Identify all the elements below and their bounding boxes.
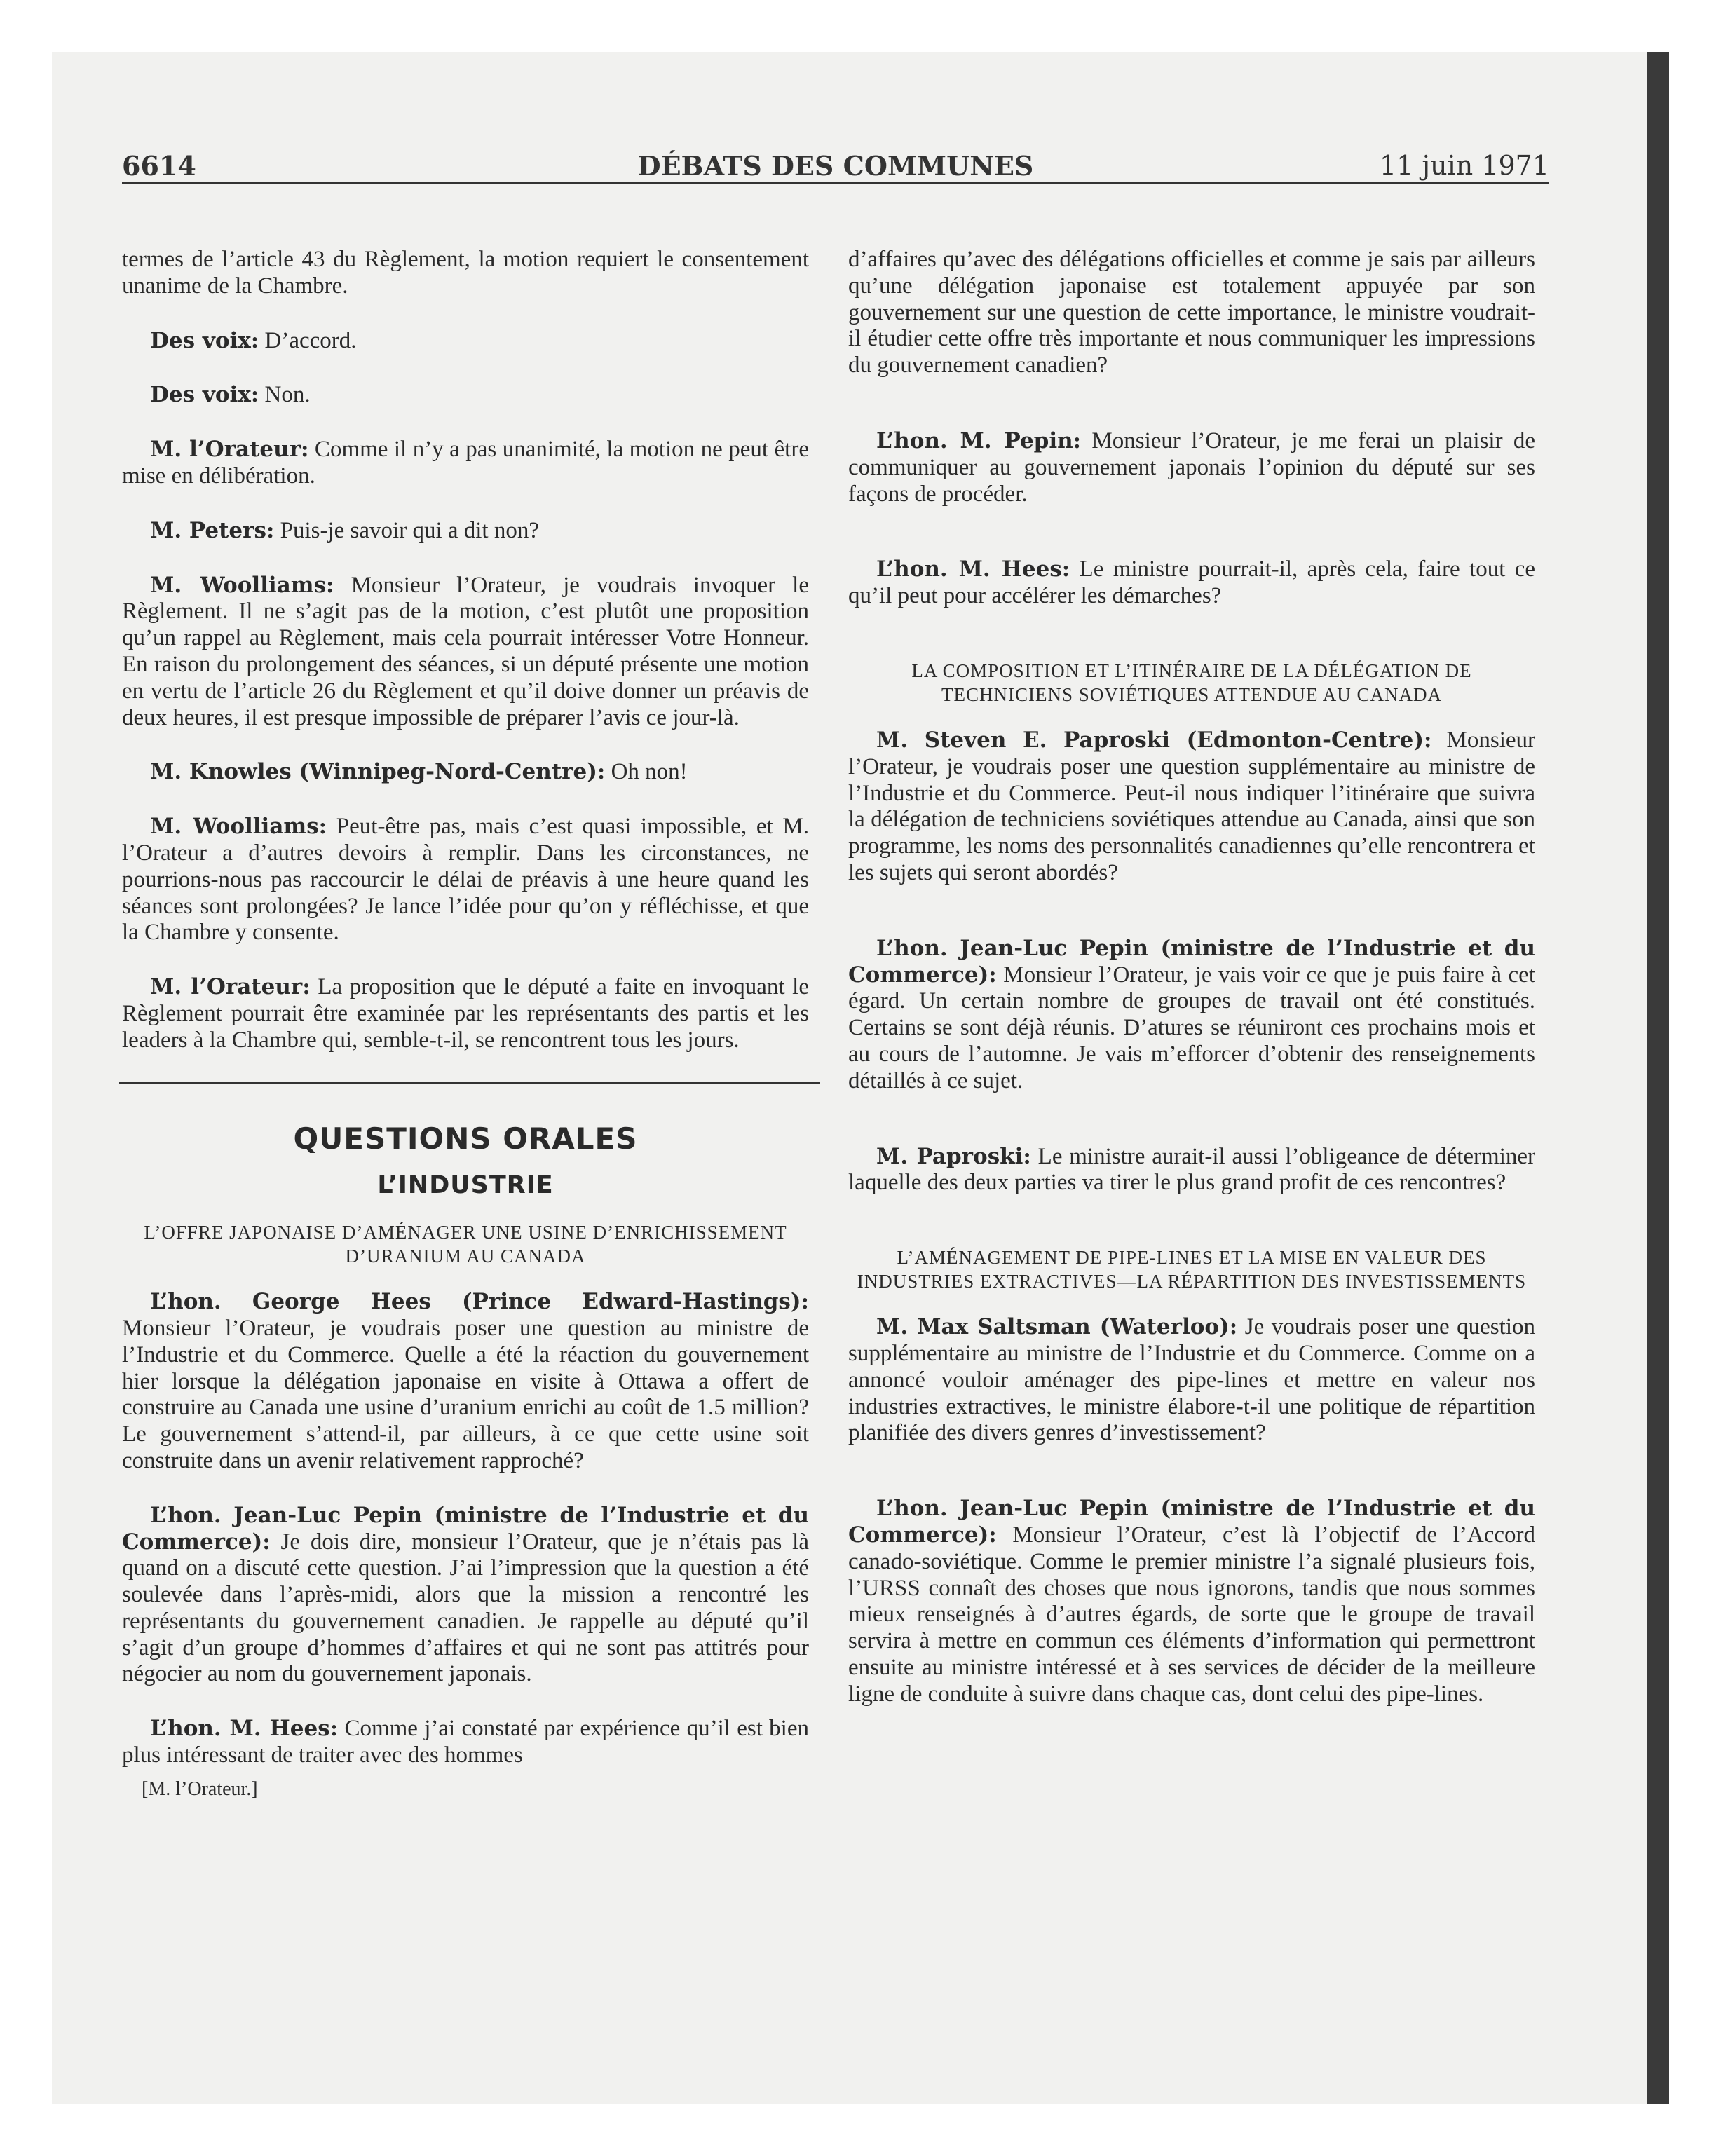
paragraph-text: Comme il n’y a pas unanimité, la motion ne peut être mise en délibération. [122, 437, 809, 489]
paragraph [122, 759, 809, 786]
paragraph [122, 437, 809, 490]
section-title: QUESTIONS ORALES [293, 1121, 638, 1156]
paragraph-text: D’accord. [259, 327, 357, 353]
issue-date: 11 juin 1971 [1379, 150, 1549, 181]
paragraph [122, 1289, 809, 1475]
speaker: Des voix: [150, 382, 259, 408]
page-number: 6614 [122, 150, 196, 182]
paragraph [848, 936, 1535, 1095]
paragraph [848, 1314, 1535, 1447]
paragraph-text: Puis-je savoir qui a dit non? [274, 517, 539, 543]
paragraph-text: Monsieur l’Orateur, je voudrais invoquer le Règlement. Il ne s’agit pas de la motion, c’est plutôt une proposition qu’un rappel au Règlement, mais cela pourrait intéresser Votre Honneur. En raison du prolongement des séances, si un député présente une motion en vertu de l’article 26 du Règlement et qu’il doive donner un préavis de deux heures, il est presque impossible de préparer l’avis ce jour-là. [122, 572, 809, 730]
paragraph-text: Monsieur l’Orateur, je me ferai un plaisir de communiquer au gouvernement japonais l’opinion du député sur ses façons de procéder. [848, 428, 1536, 507]
speaker: M. Paproski: [876, 1143, 1031, 1169]
paragraph [122, 382, 809, 409]
paragraph-text: Le ministre aurait-il aussi l’obligeance de déterminer laquelle des deux parties va tirer le plus grand profit de ces rencontres? [848, 1143, 1535, 1196]
paragraph-text: termes de l’article 43 du Règlement, la motion requiert le consentement unanime de la Chambre. [122, 247, 809, 299]
paragraph [122, 328, 809, 355]
paragraph-text: Je dois dire, monsieur l’Orateur, que je n’étais pas là quand on a discuté cette question. J’ai l’impression que la question a été soulevée dans l’après-midi, alors que la mission a rencontré les représentants du gouvernement canadien. Je rappelle au député qu’il s’agit d’un groupe d’hommes d’affaires et qui ne sont pas attitrés pour négocier au nom du gouvernement japonais. [122, 1529, 809, 1687]
speaker: L’hon. Jean-Luc Pepin (ministre de l’Industrie et du Commerce): [122, 1502, 809, 1555]
paragraph-text: Monsieur l’Orateur, je vais voir ce que je puis faire à cet égard. Un certain nombre de groupes de travail ont été constitués. Certains se sont déjà réunis. D’atures se réuniront ces prochains mois et au cours de l’automne. Je vais m’efforcer d’obtenir des renseignements détaillés à ce sujet. [848, 962, 1535, 1093]
speaker: L’hon. Jean-Luc Pepin (ministre de l’Industrie et du Commerce): [848, 935, 1535, 988]
paragraph-text: d’affaires qu’avec des délégations officielles et comme je sais par ailleurs qu’une délégation japonaise est totalement appuyée par son gouvernement sur une question de cette importance, le ministre voudrait-il étudier cette offre très importante et nous communiquer les impressions du gouvernement canadien? [848, 247, 1535, 378]
paragraph [122, 573, 809, 732]
paragraph [122, 1503, 809, 1688]
page-edge-shadow [1647, 52, 1669, 2104]
speaker: M. Peters: [150, 517, 275, 543]
running-header [122, 150, 1549, 185]
speaker: M. Woolliams: [150, 572, 334, 598]
topic-caption: L’OFFRE JAPONAISE D’AMÉNAGER UNE USINE D’ENRICHISSEMENT D’URANIUM AU CANADA [144, 1222, 787, 1267]
paragraph [122, 1716, 809, 1769]
speaker: M. Steven E. Paproski (Edmonton-Centre): [876, 727, 1432, 753]
speaker: L’hon. Jean-Luc Pepin (ministre de l’Industrie et du Commerce): [848, 1496, 1535, 1548]
topic-caption: LA COMPOSITION ET L’ITINÉRAIRE DE LA DÉLÉGATION DE TECHNICIENS SOVIÉTIQUES ATTENDUE AU CANADA [911, 660, 1472, 705]
speaker: M. l’Orateur: [150, 437, 309, 463]
paragraph-text: Je voudrais poser une question supplémentaire au ministre de l’Industrie et du Commerce. Comme on a annoncé vouloir aménager des pipe-lines et mettre en valeur nos industries extractives, le ministre élabore-t-il une politique de répartition planifiée des divers genres d’investissement? [848, 1314, 1535, 1446]
section-divider [119, 1082, 820, 1084]
speaker: Des voix: [150, 327, 259, 353]
paragraph [848, 428, 1535, 507]
speaker: L’hon. M. Hees: [876, 557, 1070, 582]
topic-caption: L’AMÉNAGEMENT DE PIPE-LINES ET LA MISE EN VALEUR DES INDUSTRIES EXTRACTIVES—LA RÉPARTITION DES INVESTISSEMENTS [857, 1247, 1527, 1292]
header-rule [122, 182, 1549, 184]
paragraph [848, 247, 1535, 379]
paragraph [122, 518, 809, 545]
paragraph-text: Monsieur l’Orateur, je voudrais poser une question supplémentaire au ministre de l’Industrie et du Commerce. Peut-il nous indiquer l’itinéraire que suivra la délégation de techniciens soviétiques attendue au Canada, ainsi que son programme, les noms des personnalités canadiennes qu’elle rencontrera et les sujets qui seront abordés? [848, 727, 1535, 885]
left-column [122, 247, 809, 1803]
paragraph-text: Peut-être pas, mais c’est quasi impossible, et M. l’Orateur a d’autres devoirs à remplir. Dans les circonstances, ne pourrions-nous pas raccourcir le délai de préavis à une heure quand les séances sont prolongées? Je lance l’idée pour qu’on y réfléchisse, et que la Chambre y consente. [122, 814, 809, 946]
paragraph-text: Le ministre pourrait-il, après cela, faire tout ce qu’il peut pour accélérer les démarches? [848, 557, 1535, 609]
paragraph-text: Monsieur l’Orateur, je voudrais poser une question au ministre de l’Industrie et du Commerce. Quelle a été la réaction du gouvernement hier lorsque la délégation japonaise en visite à Ottawa a offert de construire au Canada une usine d’uranium enrichi au coût de 1.5 million? Le gouvernement s’attend-il, par ailleurs, à ce que cette usine soit construite dans un avenir relativement rapproché? [122, 1315, 809, 1473]
paragraph [122, 247, 809, 300]
speaker: M. l’Orateur: [150, 974, 311, 1000]
paragraph [848, 1496, 1535, 1707]
paragraph-text: Comme j’ai constaté par expérience qu’il est bien plus intéressant de traiter avec des hommes [122, 1716, 809, 1768]
paragraph [848, 728, 1535, 887]
speaker: L’hon. M. Hees: [150, 1716, 339, 1742]
publication-title: DÉBATS DES COMMUNES [637, 150, 1034, 182]
paragraph-text: Non. [259, 382, 311, 408]
speaker: M. Woolliams: [150, 814, 327, 840]
paragraph [122, 974, 809, 1053]
speaker: M. Knowles (Winnipeg-Nord-Centre): [150, 759, 606, 785]
paragraph-text: Monsieur l’Orateur, c’est là l’objectif de l’Accord canado-soviétique. Comme le premier ministre l’a signalé plusieurs fois, l’URSS connaît des choses que nous ignorons, tandis que nous sommes mieux renseignés à d’autres égards, de sorte que le groupe de travail servira à mettre en commun ces éléments d’information qui permettront ensuite au ministre intéressé et à ses services de décider de la meilleure ligne de conduite à suivre dans chaque cas, dont celui des pipe-lines. [848, 1522, 1535, 1707]
footer-note: [M. l’Orateur.] [142, 1778, 258, 1800]
speaker: L’hon. George Hees (Prince Edward-Hastings): [150, 1289, 809, 1315]
speaker: L’hon. M. Pepin: [876, 428, 1082, 453]
subsection-title: L’INDUSTRIE [377, 1171, 554, 1200]
paragraph [122, 814, 809, 946]
right-column [848, 247, 1535, 1735]
paragraph-text: La proposition que le député a faite en invoquant le Règlement pourrait être examinée par les représentants des partis et les leaders à la Chambre qui, semble-t-il, se rencontrent tous les jours. [122, 974, 809, 1053]
paragraph [848, 557, 1535, 610]
paragraph [848, 1144, 1535, 1197]
paragraph-text: Oh non! [605, 759, 688, 785]
speaker: M. Max Saltsman (Waterloo): [876, 1314, 1238, 1340]
